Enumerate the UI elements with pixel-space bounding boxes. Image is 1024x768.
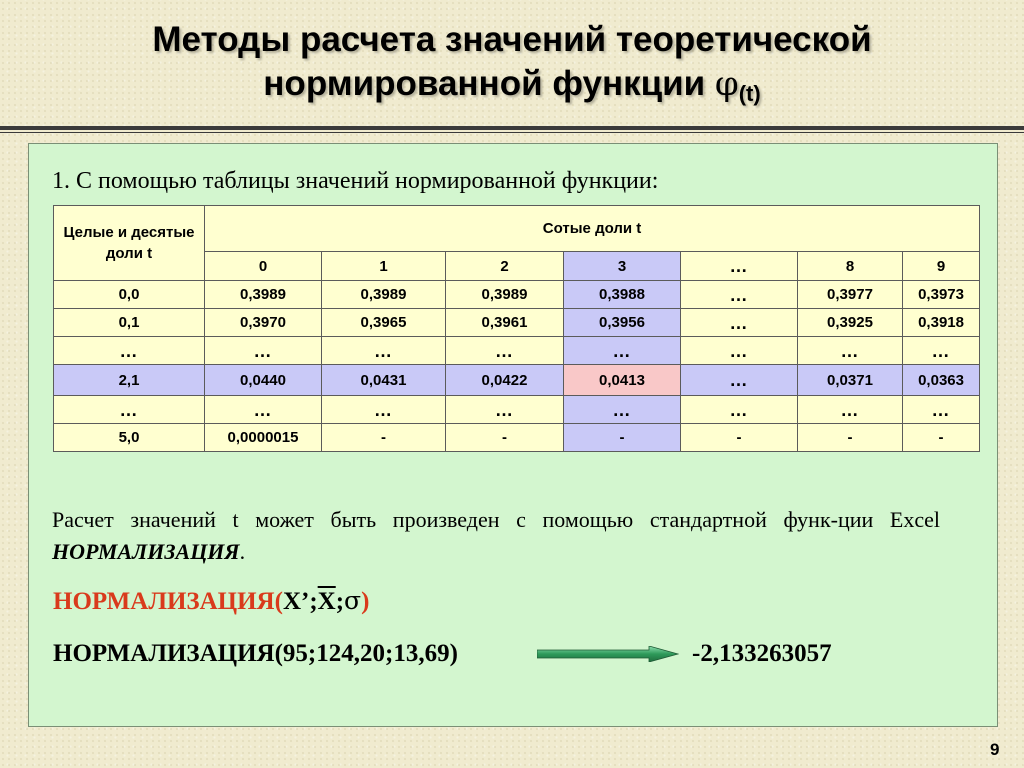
table-cell: -	[681, 424, 798, 452]
table-row	[54, 424, 980, 452]
table-cell-highlighted: …	[564, 337, 681, 365]
table-cell: 0,3918	[903, 309, 980, 337]
formula-arg-x: X’	[282, 588, 310, 615]
title-line-2	[0, 62, 1024, 116]
col-header-cell: 2	[446, 252, 564, 281]
table-row	[54, 281, 980, 309]
title-line-1: Методы расчета значений теоретической	[152, 20, 872, 59]
formula-sep: ;	[335, 588, 345, 615]
table-row-ellipsis	[54, 337, 980, 365]
phi-argument: (t)	[738, 81, 761, 106]
table-row	[54, 309, 980, 337]
table-cell: 0,0363	[903, 365, 980, 396]
paragraph-text: Расчет значений t может быть произведен с помощью стандартной функ-ции Excel	[52, 507, 940, 532]
table-cell-highlighted: …	[564, 396, 681, 424]
table-cell: 0,0431	[322, 365, 446, 396]
table-cell: 0,0422	[446, 365, 564, 396]
table-cell: 0,0371	[798, 365, 903, 396]
col-header-cell: 9	[903, 252, 980, 281]
table-cell: 0,3989	[446, 281, 564, 309]
section-heading: 1. С помощью таблицы значений нормированной функции:	[52, 168, 659, 194]
table-cell: …	[903, 337, 980, 365]
row-label-cell: 5,0	[54, 424, 205, 452]
table-cell: 0,3961	[446, 309, 564, 337]
table-cell-target-value: 0,0413	[564, 365, 681, 396]
table-cell: 0,3965	[322, 309, 446, 337]
row-label-cell: 2,1	[54, 365, 205, 396]
table-cell: …	[446, 337, 564, 365]
table-cell: -	[798, 424, 903, 452]
phi-symbol: φ	[714, 64, 739, 104]
table-cell: 0,0000015	[205, 424, 322, 452]
table-cell: -	[322, 424, 446, 452]
table-cell: …	[681, 337, 798, 365]
row-label-cell: 0,0	[54, 281, 205, 309]
col-header-cell: 1	[322, 252, 446, 281]
formula-example: НОРМАЛИЗАЦИЯ(95;124,20;13,69)	[53, 640, 458, 667]
table-cell: …	[322, 396, 446, 424]
formula-sep: ;	[309, 588, 318, 615]
table-cell: …	[446, 396, 564, 424]
table-cell: 0,3989	[205, 281, 322, 309]
paragraph-end: .	[239, 539, 246, 564]
table-cell: 0,3925	[798, 309, 903, 337]
table-cell-highlighted: 0,3988	[564, 281, 681, 309]
formula-arg-sigma: σ	[344, 586, 362, 615]
table-header-row	[54, 206, 980, 252]
col-group-header-cell: Сотые доли t	[205, 206, 980, 252]
col-header-cell: 8	[798, 252, 903, 281]
formula-template	[53, 586, 369, 616]
table-cell-highlighted: 0,3956	[564, 309, 681, 337]
formula-arg-mean: $\overline{X}$	[317, 588, 336, 615]
table-cell: -	[446, 424, 564, 452]
normal-function-table	[53, 205, 980, 452]
table-cell: …	[681, 281, 798, 309]
table-cell: …	[681, 309, 798, 337]
slide-title	[0, 18, 1024, 116]
table-cell: 0,3970	[205, 309, 322, 337]
row-label-cell: 0,1	[54, 309, 205, 337]
formula-prefix: НОРМАЛИЗАЦИЯ(	[53, 588, 283, 615]
table-cell: …	[322, 337, 446, 365]
table-cell: 0,0440	[205, 365, 322, 396]
title-divider-thin	[0, 132, 1024, 133]
table-cell: 0,3989	[322, 281, 446, 309]
row-label-cell: …	[54, 337, 205, 365]
col-header-cell: …	[681, 252, 798, 281]
table-row-highlighted	[54, 365, 980, 396]
function-name: НОРМАЛИЗАЦИЯ	[52, 539, 240, 564]
table-cell: 0,3973	[903, 281, 980, 309]
title-line-2-text: нормированной функции	[263, 64, 706, 103]
table-cell: 0,3977	[798, 281, 903, 309]
table-cell: …	[798, 396, 903, 424]
formula-suffix: )	[361, 588, 370, 615]
row-header-cell: Целые и десятые доли t	[54, 206, 205, 281]
col-header-cell-highlighted: 3	[564, 252, 681, 281]
table-cell-highlighted: -	[564, 424, 681, 452]
title-divider-thick	[0, 126, 1024, 130]
col-header-cell: 0	[205, 252, 322, 281]
page-number: 9	[990, 740, 1000, 759]
table-cell: -	[903, 424, 980, 452]
table-row-ellipsis	[54, 396, 980, 424]
table-cell: …	[903, 396, 980, 424]
table-cell: …	[798, 337, 903, 365]
formula-result: -2,133263057	[692, 640, 832, 667]
right-arrow-icon	[537, 646, 679, 662]
row-label-cell: …	[54, 396, 205, 424]
table-cell: …	[681, 396, 798, 424]
table-cell: …	[205, 337, 322, 365]
table-cell: …	[681, 365, 798, 396]
excel-paragraph	[52, 504, 940, 568]
table-cell: …	[205, 396, 322, 424]
